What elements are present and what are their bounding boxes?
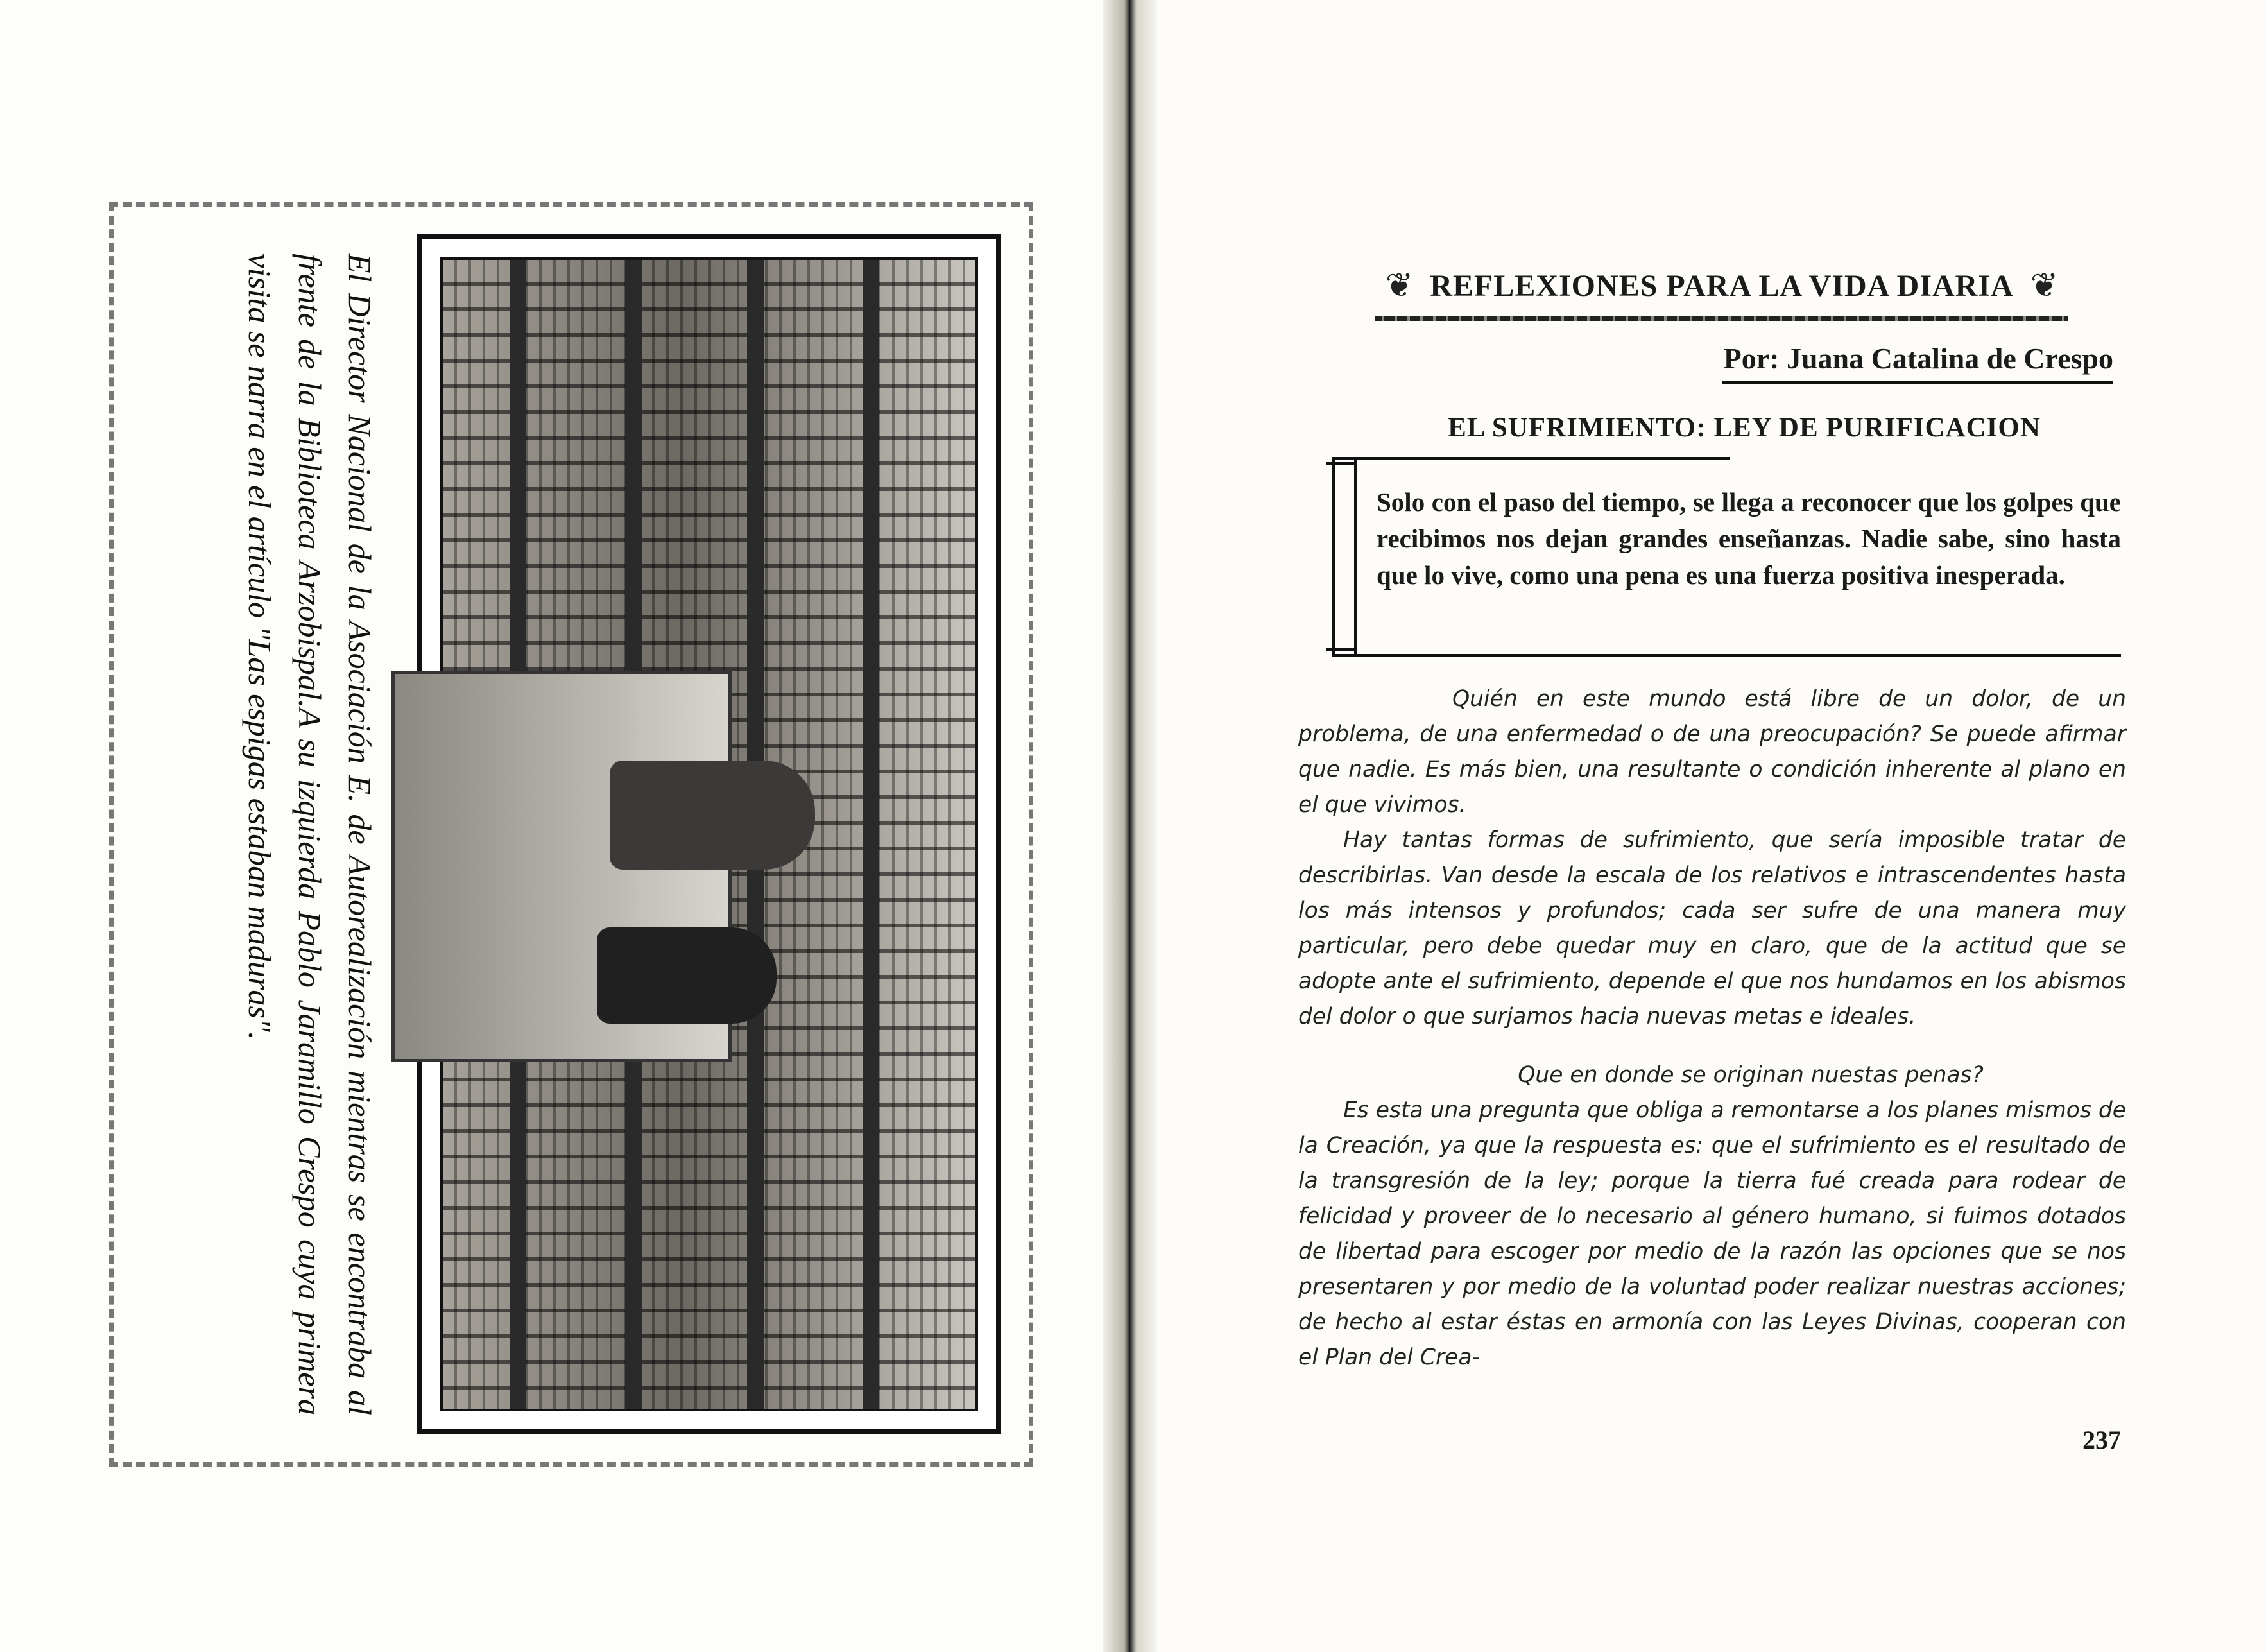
quote-box (1332, 457, 2121, 657)
quote-box-cap (1326, 462, 1357, 465)
library-photo (440, 257, 978, 1411)
person-figure (597, 927, 777, 1024)
paragraph: Hay tantas formas de sufrimiento, que sería imposible tratar de describirlas. Van desde la escala de los relativos e intrascendentes hasta los más intensos y profundos; cada ser sufre de una manera muy particular, pero debe quedar muy en claro, que de la actitud que se adopte ante el sufrimiento, depende el que nos hundamos en los abismos del dolor o que surjamos hacia nuevas metas e ideales. (1298, 827, 2126, 1029)
person-figure (610, 761, 815, 870)
quote-box-rule (1332, 654, 2121, 657)
byline: Por: Juana Catalina de Crespo (1722, 341, 2113, 384)
quote-box-cap (1326, 648, 1357, 651)
shelf-line (863, 260, 879, 1409)
series-title: REFLEXIONES PARA LA VIDA DIARIA (1430, 268, 2014, 303)
paragraph: Quién en este mundo está libre de un dolor, de un problema, de una enfermedad o de una preocupación? Se puede afirmar que nadie. Es más bien, una resultante o condición inherente al plano en el que vivimos. (1298, 686, 2126, 818)
quote-box-pillar (1332, 457, 1357, 657)
photo-plate (109, 202, 1033, 1467)
photo-caption: El Director Nacional de la Asociación E. de Autorealización mientras se encontraba al frente de la Biblioteca Arzobispal.A su izquierda Pablo Jaramillo Crespo cuya primera visita se narra en el artículo "Las espigas estaban maduras". (242, 254, 378, 1415)
photo-plate-area (109, 202, 1033, 1467)
right-page (1157, 0, 2266, 1652)
article-body (1298, 682, 2126, 1375)
ornamental-rule (1375, 316, 2068, 321)
section-title: EL SUFRIMIENTO: LEY DE PURIFICACION (1448, 413, 2041, 443)
pull-quote: Solo con el paso del tiempo, se llega a reconocer que los golpes que recibimos nos dejan grandes enseñanzas. Nadie sabe, sino hasta que lo vive, como una pena es una fuerza positiva inesperada. (1377, 487, 2121, 590)
flourish-icon: ❦ (1385, 268, 1414, 304)
subheading: Que en donde se originan nuestas penas? (1518, 1062, 1984, 1088)
photo-frame (417, 234, 1001, 1434)
paragraph: Es esta una pregunta que obliga a remontarse a los planes mismos de la Creación, ya que la respuesta es: que el sufrimiento es el resultado de la transgresión de la ley; porque la tierra fué creada para rodear de felicidad y proveer de lo necesario al género humano, si fuimos dotados de libertad para escoger por medio de la razón las opciones que se nos presentaren y por medio de la voluntad poder realizar nuestras acciones; de hecho al estar éstas en armonía con las Leyes Divinas, cooperan con el Plan del Crea- (1298, 1097, 2126, 1370)
quote-box-rule (1332, 457, 1730, 460)
book-gutter (1103, 0, 1157, 1652)
left-page (0, 0, 1120, 1652)
flourish-icon: ❦ (2030, 268, 2059, 304)
series-header (1362, 260, 2081, 311)
page-number: 237 (2082, 1425, 2121, 1454)
